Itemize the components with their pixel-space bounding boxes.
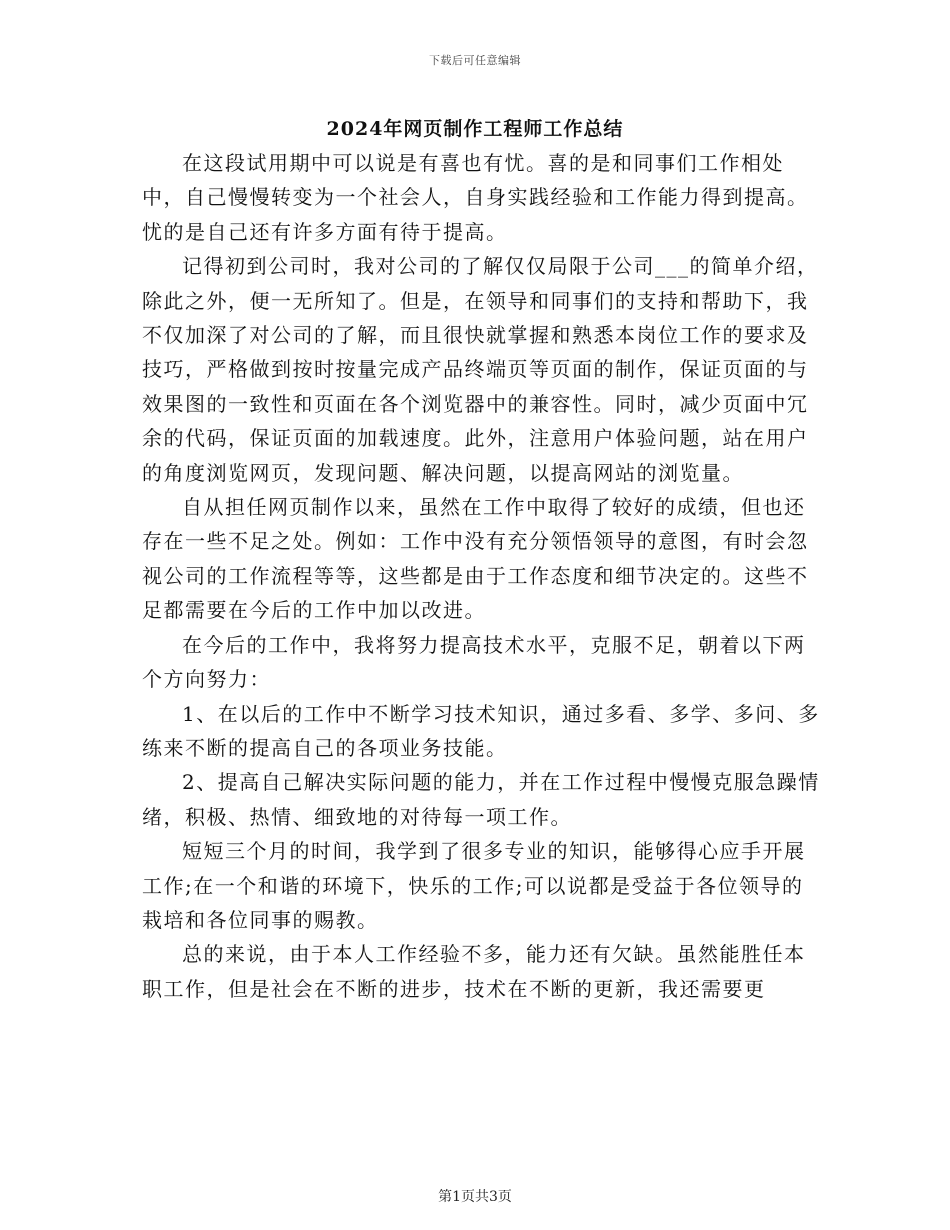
paragraph-6: 2、提高自己解决实际问题的能力，并在工作过程中慢慢克服急躁情绪，积极、热情、细致地的对待每一项工作。	[142, 770, 820, 829]
paragraph-4: 在今后的工作中，我将努力提高技术水平，克服不足，朝着以下两个方向努力：	[142, 632, 806, 692]
paragraph-5: 1、在以后的工作中不断学习技术知识，通过多看、多学、多问、多练来不断的提高自己的各项业务技能。	[142, 701, 820, 760]
paragraph-7: 短短三个月的时间，我学到了很多专业的知识，能够得心应手开展工作;在一个和谐的环境下，快乐的工作;可以说都是受益于各位领导的栽培和各位同事的赐教。	[142, 839, 806, 932]
paragraph-1: 在这段试用期中可以说是有喜也有忧。喜的是和同事们工作相处中，自己慢慢转变为一个社会人，自身实践经验和工作能力得到提高。忧的是自己还有许多方面有待于提高。	[142, 151, 809, 244]
paragraph-2: 记得初到公司时，我对公司的了解仅仅局限于公司___的简单介绍，除此之外，便一无所知了。但是，在领导和同事们的支持和帮助下，我不仅加深了对公司的了解，而且很快就掌握和熟悉本岗位工作的要求及技巧，严格做到按时按量完成产品终端页等页面的制作，保证页面的与效果图的一致性和页面在各个浏览器中的兼容性。同时，减少页面中冗余的代码，保证页面的加载速度。此外，注意用户体验问题，站在用户的角度浏览网页，发现问题、解决问题，以提高网站的浏览量。	[142, 254, 819, 485]
page-header-note: 下载后可任意编辑	[429, 54, 521, 67]
document-title: 2024年网页制作工程师工作总结	[326, 118, 624, 140]
page-number: 第1页共3页	[438, 1189, 512, 1205]
document-body	[142, 146, 822, 1006]
paragraph-3: 自从担任网页制作以来，虽然在工作中取得了较好的成绩，但也还存在一些不足之处。例如：工作中没有充分领悟领导的意图，有时会忽视公司的工作流程等等，这些都是由于工作态度和细节决定的。这些不足都需要在今后的工作中加以改进。	[142, 495, 809, 623]
paragraph-8: 总的来说，由于本人工作经验不多，能力还有欠缺。虽然能胜任本职工作，但是社会在不断的进步，技术在不断的更新，我还需要更	[142, 942, 806, 1001]
